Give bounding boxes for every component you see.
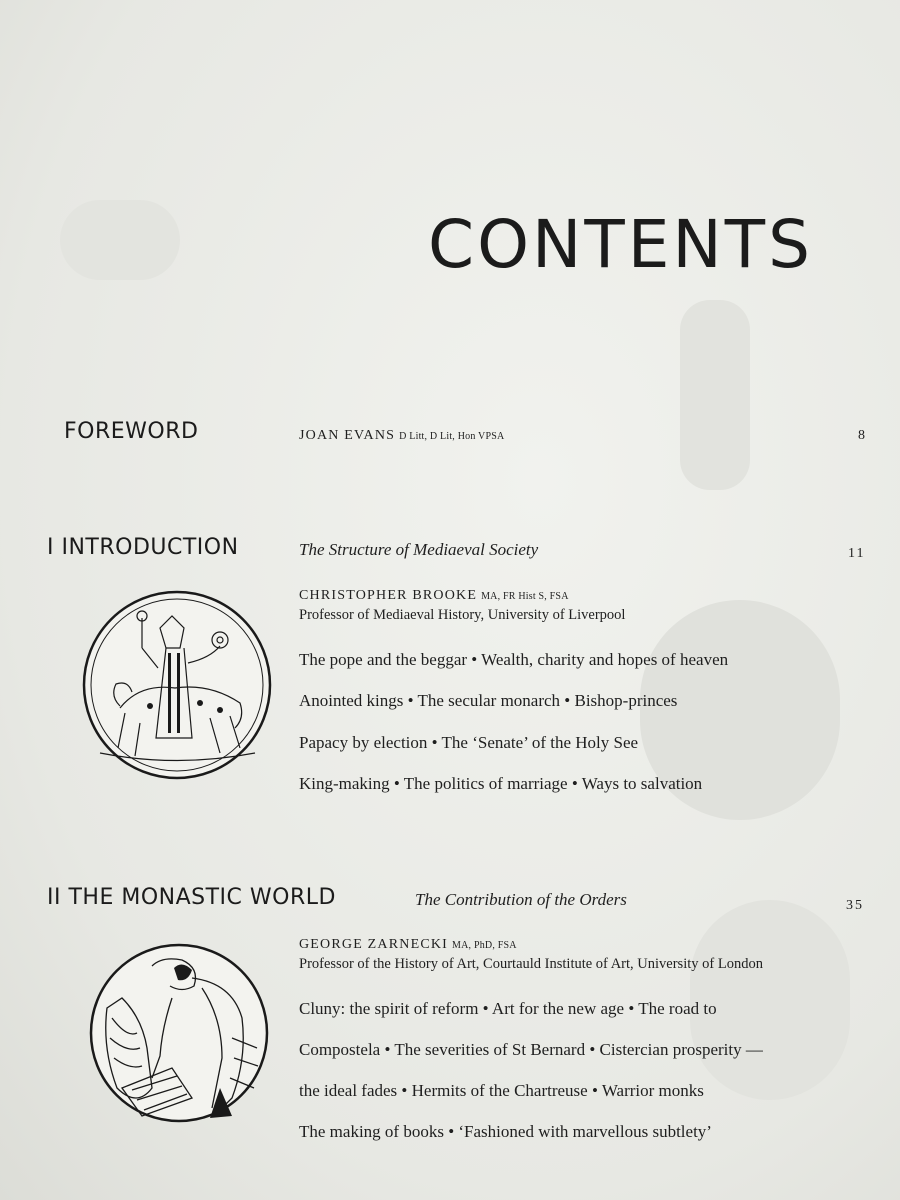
chapter1-author-name: CHRISTOPHER BROOKE xyxy=(299,588,478,603)
foreword-author xyxy=(299,428,504,444)
chapter2-topic-line: The making of books • ‘Fashioned with marvellous subtlety’ xyxy=(299,1122,712,1141)
chapter1-topic-line: The pope and the beggar • Wealth, charity and hopes of heaven xyxy=(299,650,729,669)
page-title: CONTENTS xyxy=(428,206,814,283)
chapter2-author-credentials: MA, PhD, FSA xyxy=(452,940,517,951)
chapter2-topic-line: the ideal fades • Hermits of the Chartreuse • Warrior monks xyxy=(299,1081,704,1100)
chapter1-topic-line: King-making • The politics of marriage • Ways to salvation xyxy=(299,774,703,793)
chapter2-author xyxy=(299,937,517,953)
chapter1-author xyxy=(299,588,569,604)
foreword-author-credentials: D Litt, D Lit, Hon VPSA xyxy=(399,431,505,442)
chapter1-author-credentials: MA, FR Hist S, FSA xyxy=(481,591,569,602)
foreword-heading: FOREWORD xyxy=(64,419,199,444)
chapter1-page-number: 11 xyxy=(848,546,866,561)
foreword-page-number: 8 xyxy=(858,428,867,443)
chapter2-subtitle: The Contribution of the Orders xyxy=(415,890,627,909)
chapter1-heading: I INTRODUCTION xyxy=(47,535,239,560)
chapter2-page-number: 35 xyxy=(846,898,864,913)
chapter1-subtitle: The Structure of Mediaeval Society xyxy=(299,540,539,559)
chapter2-author-name: GEORGE ZARNECKI xyxy=(299,937,449,952)
chapter2-topic-line: Compostela • The severities of St Bernard • Cistercian prosperity — xyxy=(299,1040,763,1059)
chapter1-affiliation: Professor of Mediaeval History, University of Liverpool xyxy=(299,607,626,623)
chapter2-heading: II THE MONASTIC WORLD xyxy=(47,885,336,910)
pope-on-horseback-woodcut xyxy=(80,588,274,782)
foreword-author-name: JOAN EVANS xyxy=(299,428,396,443)
chapter2-affiliation: Professor of the History of Art, Courtauld Institute of Art, University of London xyxy=(299,956,763,972)
chapter2-topic-line: Cluny: the spirit of reform • Art for the new age • The road to xyxy=(299,999,717,1018)
chapter1-topic-line: Papacy by election • The ‘Senate’ of the Holy See xyxy=(299,733,639,752)
monk-at-work-woodcut xyxy=(82,938,277,1128)
chapter1-topic-line: Anointed kings • The secular monarch • Bishop-princes xyxy=(299,691,678,710)
